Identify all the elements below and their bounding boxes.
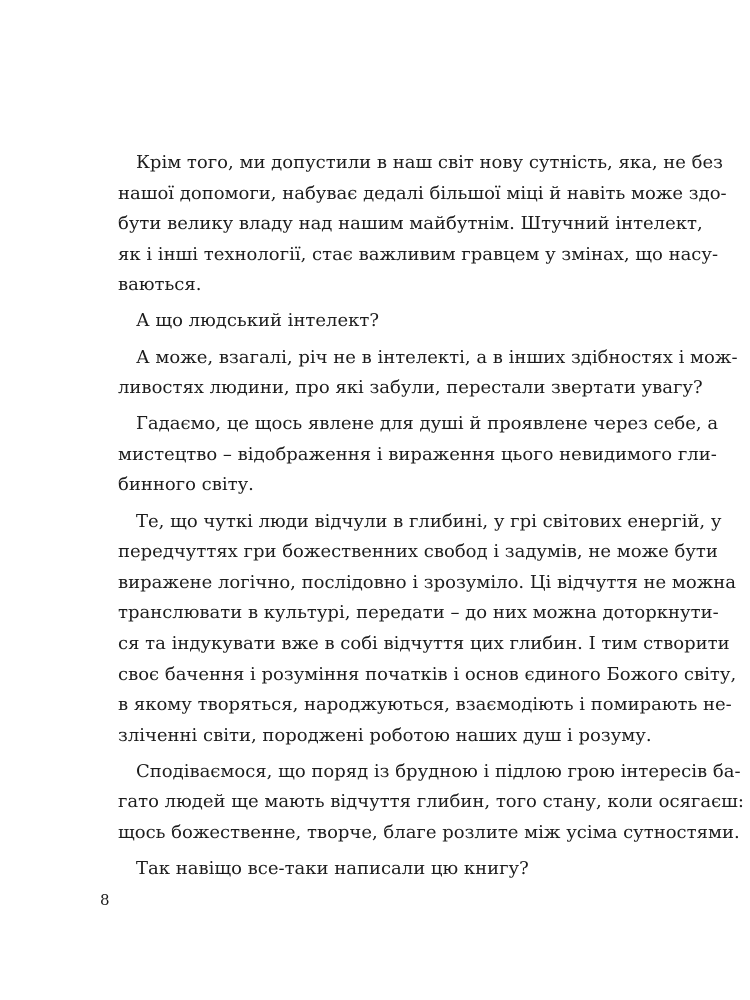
- text-line: бути велику владу над нашим майбутнім. Штучний інтелект,: [118, 213, 703, 235]
- text-line: Так навіщо все-таки написали цю книгу?: [136, 858, 529, 880]
- paragraph-1: [100, 148, 727, 301]
- text-line: в якому творяться, народжуються, взаємодіють і помирають не-: [118, 694, 732, 716]
- text-line: ся та індукувати вже в собі відчуття цих глибин. І тим створити: [118, 632, 730, 654]
- text-line: бинного світу.: [118, 474, 254, 496]
- text-line: Крім того, ми допустили в наш світ нову сутність, яка, не без: [136, 152, 723, 173]
- text-line: ливостях людини, про які забули, перестали звертати увагу?: [118, 377, 703, 399]
- body-text: [100, 148, 744, 890]
- paragraph-5: [100, 507, 737, 752]
- text-line: виражене логічно, послідовно і зрозуміло. Ці відчуття не можна: [118, 571, 736, 593]
- text-line: гато людей ще мають відчуття глибин, того стану, коли осягаєш:: [118, 791, 744, 813]
- text-line: як і інші технології, стає важливим гравцем у змінах, що насу-: [118, 243, 719, 265]
- text-line: щось божественне, творче, благе розлите між усіма сутностями.: [118, 821, 740, 843]
- text-line: зліченні світи, породжені роботою наших душ і розуму.: [118, 724, 652, 746]
- text-line: ваються.: [118, 274, 202, 296]
- paragraph-3: [100, 343, 738, 404]
- paragraph-6: [100, 757, 744, 849]
- text-line: передчуттях гри божественних свобод і задумів, не може бути: [118, 541, 718, 563]
- page-number: 8: [100, 891, 110, 909]
- paragraph-2: [100, 306, 643, 337]
- text-line: нашої допомоги, набуває дедалі більшої міці й навіть може здо-: [118, 182, 727, 204]
- text-line: А може, взагалі, річ не в інтелекті, а в інших здібностях і мож-: [136, 346, 738, 368]
- paragraph-7: [100, 854, 643, 885]
- paragraph-4: [100, 409, 719, 501]
- text-line: Сподіваємося, що поряд із брудною і підлою грою інтересів ба-: [136, 760, 741, 782]
- text-line: своє бачення і розуміння початків і основ єдиного Божого світу,: [118, 663, 737, 685]
- text-line: Те, що чуткі люди відчули в глибині, у грі світових енергій, у: [136, 510, 722, 532]
- text-line: Гадаємо, це щось явлене для душі й проявлене через себе, а: [136, 413, 719, 435]
- text-line: А що людський інтелект?: [136, 310, 379, 332]
- text-line: транслювати в культурі, передати – до них можна доторкнути-: [118, 602, 719, 624]
- text-line: мистецтво – відображення і вираження цього невидимого гли-: [118, 443, 717, 465]
